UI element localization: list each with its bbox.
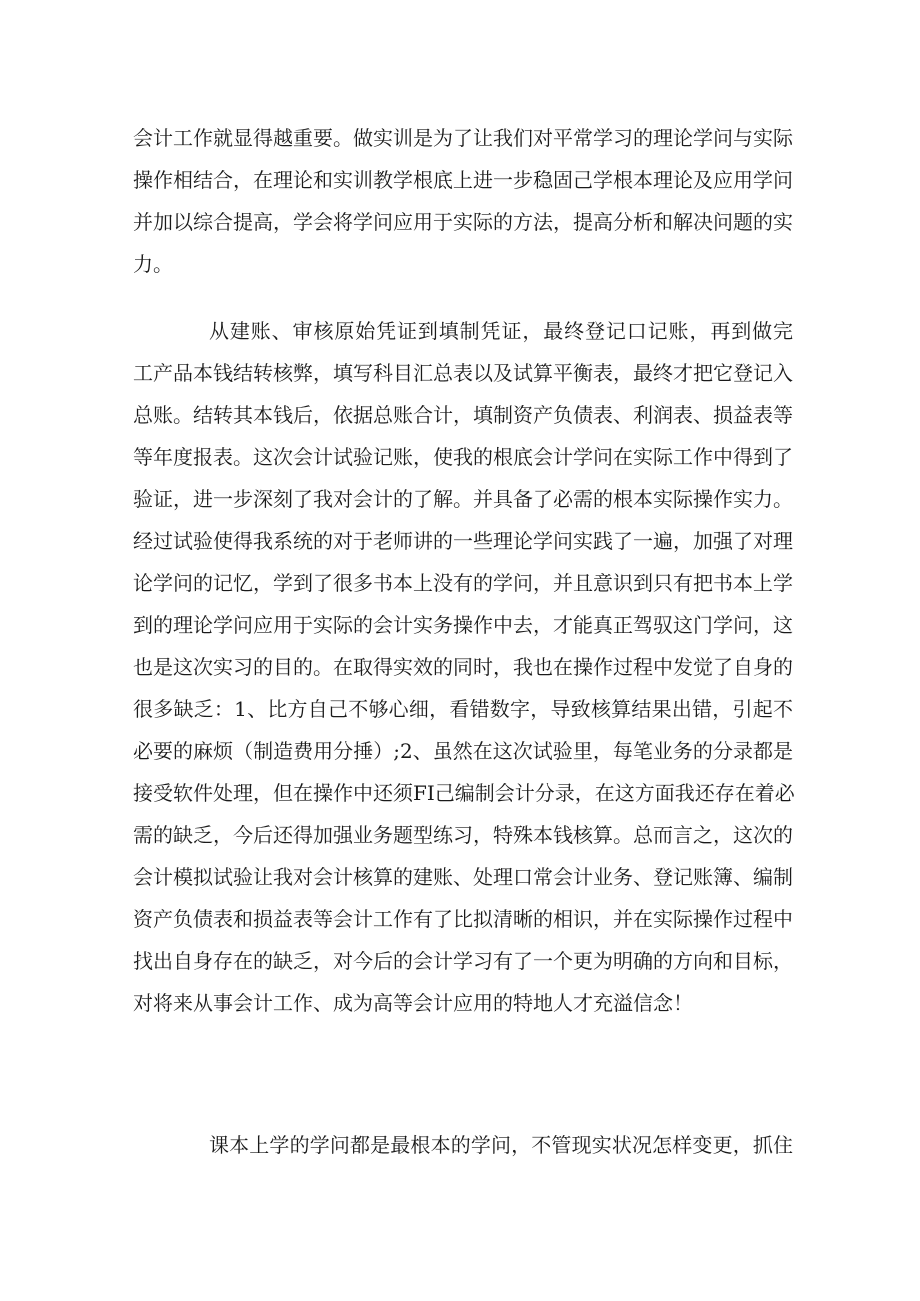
paragraph-line: 必要的麻烦（制造费用分捶）;2、虽然在这次试验里，每笔业务的分录都是 (133, 739, 793, 763)
paragraph-line: 需的缺乏，今后还得加强业务题型练习，特殊本钱核算。总而言之，这次的 (133, 823, 793, 847)
paragraph-line: 并加以综合提高，学会将学问应用于实际的方法，提高分析和解决问题的实 (133, 210, 793, 234)
paragraph-2 (133, 310, 793, 1024)
paragraph-line: 资产负债表和损益表等会计工作有了比拟清晰的相识，并在实际操作过程中 (133, 907, 793, 931)
paragraph-line: 对将来从事会计工作、成为高等会计应用的特地人才充溢信念！ (133, 991, 693, 1015)
paragraph-line: 操作相结合，在理论和实训教学根底上进一步稳固己学根本理论及应用学问 (133, 168, 793, 192)
paragraph-line: 从建账、审核原始凭证到填制凭证，最终登记口记账，再到做完 (209, 319, 793, 343)
paragraph-line: 接受软件处理，但在操作中还须FI己编制会计分录，在这方面我还存在着必 (133, 781, 795, 805)
paragraph-line: 工产品本钱结转核弊，填写科目汇总表以及试算平衡表，最终才把它登记入 (133, 361, 793, 385)
paragraph-line: 验证，进一步深刻了我对会计的了解。并具备了必需的根本实际操作实力。 (133, 487, 793, 511)
paragraph-line: 很多缺乏：1、比方自己不够心细，看错数字，导致核算结果出错，引起不 (133, 697, 793, 721)
paragraph-line: 经过试验使得我系统的对于老师讲的一些理论学问实践了一遍，加强了对理 (133, 529, 793, 553)
paragraph-line: 会计工作就显得越重要。做实训是为了让我们对平常学习的理论学问与实际 (133, 126, 793, 150)
paragraph-line: 到的理论学问应用于实际的会计实务操作中去，才能真正驾驭这门学问，这 (133, 613, 793, 637)
paragraph-1 (133, 117, 793, 285)
paragraph-line: 课本上学的学问都是最根本的学问，不管现实状况怎样变更，抓住 (209, 1133, 793, 1157)
paragraph-line: 力。 (133, 252, 173, 276)
paragraph-3 (133, 1124, 793, 1166)
paragraph-line: 等年度报表。这次会计试验记账，使我的根底会计学问在实际工作中得到了 (133, 445, 793, 469)
paragraph-line: 会计模拟试验让我对会计核算的建账、处理口常会计业务、登记账簿、编制 (133, 865, 793, 889)
paragraph-line: 总账。结转其本钱后，依据总账合计，填制资产负债表、利润表、损益表等 (133, 403, 793, 427)
paragraph-line: 也是这次实习的目的。在取得实效的同时，我也在操作过程中发觉了自身的 (133, 655, 793, 679)
paragraph-line: 找出自身存在的缺乏，对今后的会计学习有了一个更为明确的方向和目标， (133, 949, 793, 973)
paragraph-line: 论学问的记忆，学到了很多书本上没有的学问，并且意识到只有把书本上学 (133, 571, 793, 595)
